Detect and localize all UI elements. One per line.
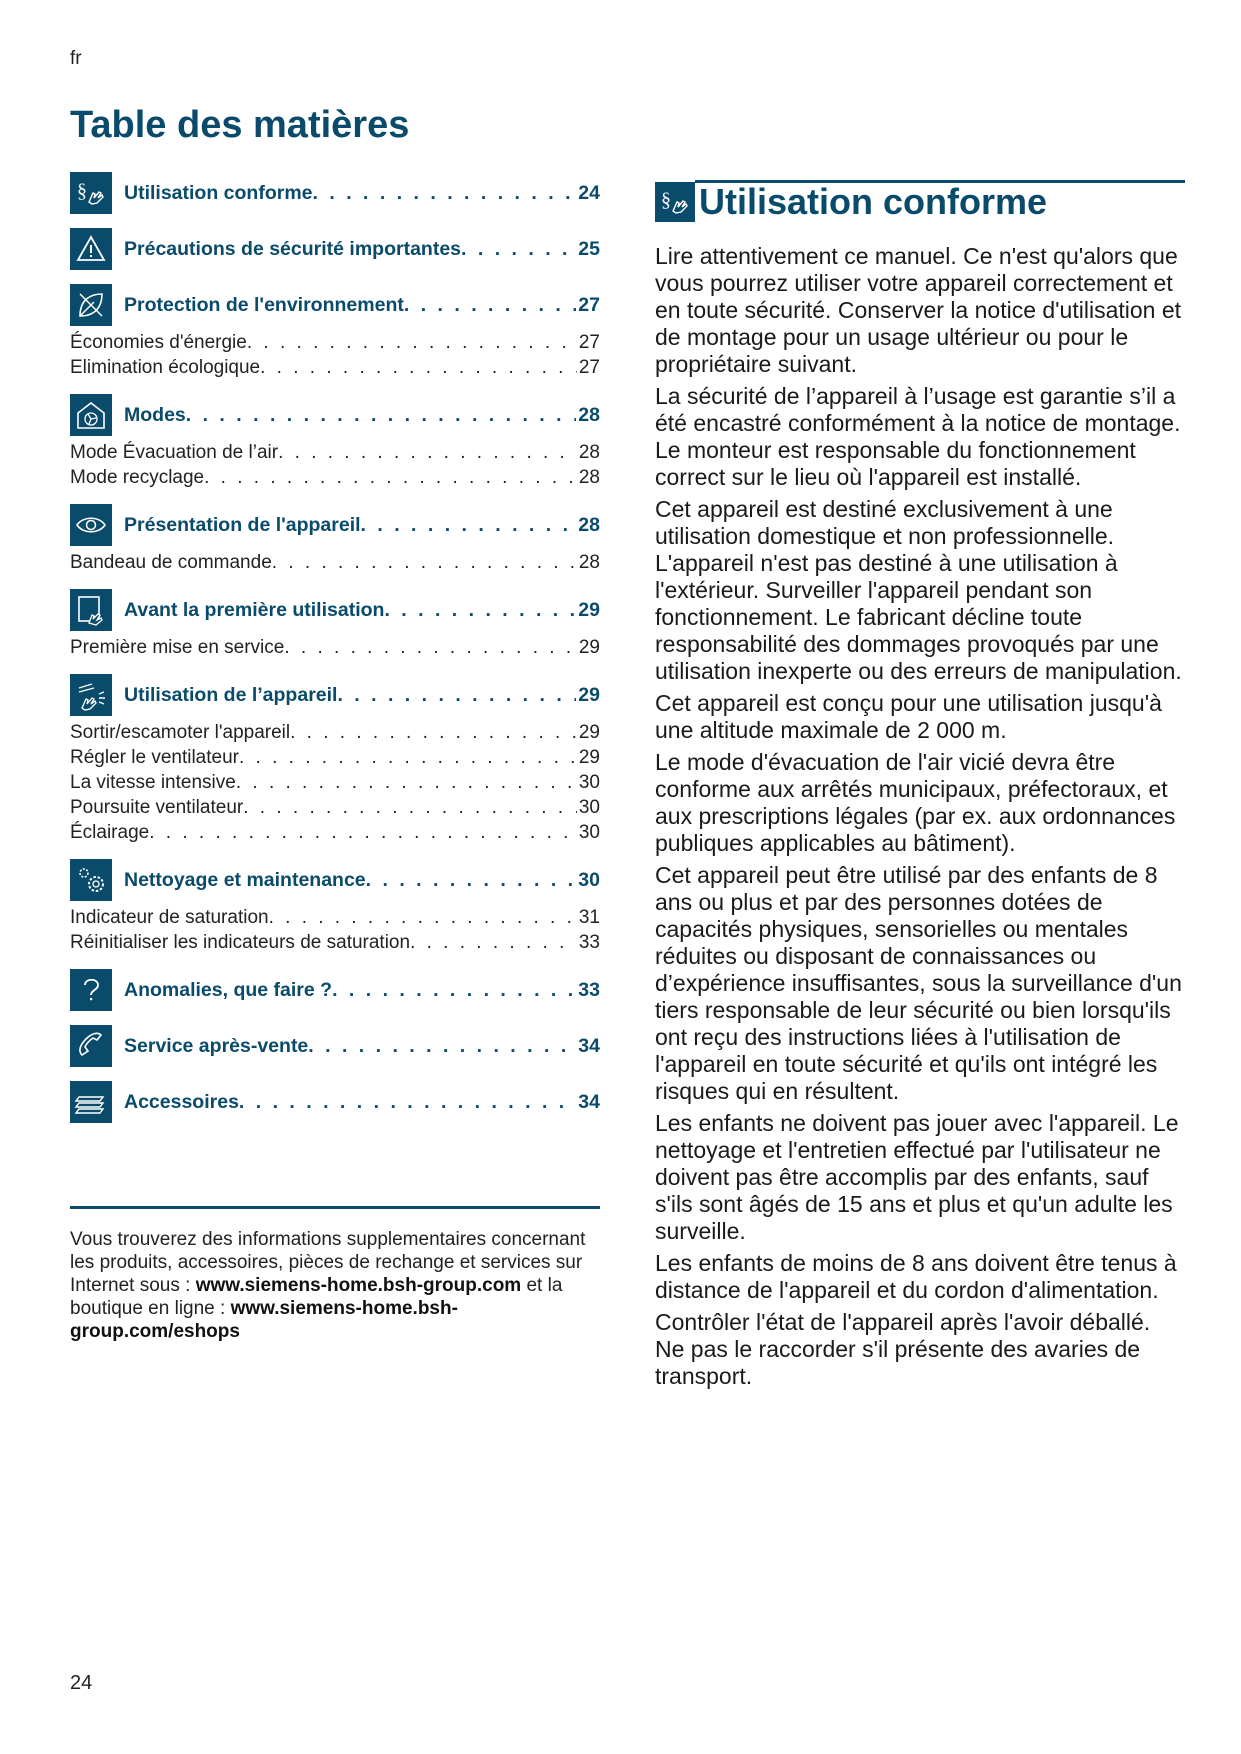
svg-text:§: § bbox=[77, 180, 87, 202]
toc-subentry-label: Réinitialiser les indicateurs de saturation bbox=[70, 932, 411, 953]
leader-dots bbox=[239, 1091, 576, 1114]
toc-subentry-page: 30 bbox=[578, 772, 600, 793]
toc-subentries bbox=[70, 635, 600, 660]
leader-dots bbox=[239, 745, 577, 770]
toc-section-presentation-de-l-appareil bbox=[70, 504, 600, 575]
internet-note bbox=[70, 1228, 605, 1343]
leader-dots bbox=[278, 440, 577, 465]
toc-subentry[interactable] bbox=[70, 820, 600, 845]
toc-entry-page: 34 bbox=[578, 1034, 600, 1057]
toc-section-anomalies-que-faire bbox=[70, 969, 600, 1011]
toc-subentry-label: Bandeau de commande bbox=[70, 552, 272, 573]
page-number: 24 bbox=[70, 1672, 93, 1694]
toc-section-protection-de-l-environnement bbox=[70, 284, 600, 380]
body-paragraph: Les enfants de moins de 8 ans doivent être tenus à distance de l'appareil et du cordon d'alimentation. bbox=[655, 1250, 1177, 1303]
toc-entry[interactable] bbox=[70, 1025, 600, 1067]
body-paragraph: Lire attentivement ce manuel. Ce n'est qu'alors que vous pourrez utiliser votre appareil correctement et en toute sécurité. Conserver la notice d'utilisation et de montage pour un usage ultérieur ou pour le propriétaire suivant. bbox=[655, 243, 1182, 377]
law-hand-icon bbox=[70, 172, 112, 214]
table-of-contents bbox=[70, 172, 600, 1137]
language-code: fr bbox=[70, 48, 82, 69]
leader-dots bbox=[313, 182, 577, 205]
toc-subentry-page: 27 bbox=[578, 332, 600, 353]
toc-subentry-page: 31 bbox=[578, 907, 600, 928]
toc-subentry-page: 28 bbox=[578, 442, 600, 463]
toc-entry-page: 33 bbox=[578, 978, 600, 1001]
leader-dots bbox=[247, 330, 577, 355]
note-text: Vous trouverez des informations supplementaires concernant les produits, accessoires, pièces de rechange et services sur Internet sous : bbox=[70, 1229, 586, 1296]
toc-subentry-label: Mode recyclage bbox=[70, 467, 205, 488]
note-text-2: et la boutique en ligne : bbox=[70, 1275, 563, 1319]
toc-entry-label: Présentation de l'appareil bbox=[124, 513, 361, 536]
toc-entry-page: 29 bbox=[578, 598, 600, 621]
body-paragraph: Le mode d'évacuation de l'air vicié devra être conforme aux arrêtés municipaux, préfectoraux, et aux prescriptions légales (par ex. aux ordonnances publiques applicables au bâtiment). bbox=[655, 749, 1176, 856]
toc-entry[interactable] bbox=[70, 394, 600, 436]
body-paragraph: Cet appareil est destiné exclusivement à une utilisation domestique et non professionnelle. L'appareil n'est pas destiné à une utilisation à l'extérieur. Surveiller l'appareil pendant son fonctionnement. Le fabricant décline toute responsabilité des dommages provoqués par une utilisation inexperte ou des erreurs de manipulation. bbox=[655, 496, 1182, 684]
toc-entry-title bbox=[124, 869, 600, 892]
toc-subentries bbox=[70, 905, 600, 955]
leader-dots bbox=[366, 869, 577, 892]
toc-subentry[interactable] bbox=[70, 720, 600, 745]
toc-entry-title bbox=[124, 1035, 600, 1058]
toc-entry-label: Avant la première utilisation bbox=[124, 598, 385, 621]
toc-subentry-page: 30 bbox=[578, 822, 600, 843]
toc-subentry-page: 27 bbox=[578, 357, 600, 378]
body-paragraph: Contrôler l'état de l'appareil après l'avoir déballé. Ne pas le raccorder s'il présente des avaries de transport. bbox=[655, 1309, 1151, 1389]
question-icon bbox=[70, 969, 112, 1011]
toc-entry-page: 29 bbox=[578, 683, 600, 706]
toc-subentry[interactable] bbox=[70, 355, 600, 380]
toc-subentry[interactable] bbox=[70, 465, 600, 490]
toc-entry[interactable] bbox=[70, 228, 600, 270]
toc-title: Table des matières bbox=[70, 104, 410, 146]
toc-entry-label: Modes bbox=[124, 403, 186, 426]
fan-house-icon bbox=[70, 394, 112, 436]
eye-icon bbox=[70, 504, 112, 546]
warning-icon bbox=[70, 228, 112, 270]
toc-entry-page: 30 bbox=[578, 868, 600, 891]
gear-hand-icon bbox=[70, 859, 112, 901]
toc-entry-label: Anomalies, que faire ? bbox=[124, 978, 333, 1001]
toc-entry-title bbox=[124, 599, 600, 622]
leader-dots bbox=[337, 684, 576, 707]
toc-subentry[interactable] bbox=[70, 905, 600, 930]
toc-subentry-page: 29 bbox=[578, 637, 600, 658]
toc-subentry-page: 29 bbox=[578, 722, 600, 743]
toc-subentry[interactable] bbox=[70, 930, 600, 955]
svg-text:§: § bbox=[661, 189, 671, 211]
toc-entry[interactable] bbox=[70, 969, 600, 1011]
leader-dots bbox=[361, 514, 577, 537]
toc-subentries bbox=[70, 330, 600, 380]
hand-light-icon bbox=[70, 674, 112, 716]
toc-subentry[interactable] bbox=[70, 330, 600, 355]
toc-subentry[interactable] bbox=[70, 770, 600, 795]
leader-dots bbox=[308, 1035, 576, 1058]
leader-dots bbox=[461, 238, 576, 261]
section-body bbox=[655, 243, 1185, 1390]
leader-dots bbox=[332, 979, 576, 1002]
toc-section-accessoires bbox=[70, 1081, 600, 1123]
toc-entry-page: 24 bbox=[578, 181, 600, 204]
toc-subentry-label: Économies d'énergie bbox=[70, 332, 247, 353]
toc-section-service-apres-vente bbox=[70, 1025, 600, 1067]
leader-dots bbox=[243, 795, 577, 820]
toc-section-nettoyage-et-maintenance bbox=[70, 859, 600, 955]
toc-subentry-label: Elimination écologique bbox=[70, 357, 261, 378]
toc-subentry-page: 28 bbox=[578, 552, 600, 573]
toc-divider bbox=[70, 1206, 600, 1209]
toc-subentry-label: Régler le ventilateur bbox=[70, 747, 239, 768]
toc-subentries bbox=[70, 440, 600, 490]
toc-section-precautions-de-securite-importantes bbox=[70, 228, 600, 270]
eshop-link[interactable]: www.siemens-home.bsh-group.com/eshops bbox=[70, 1298, 458, 1342]
body-paragraph: Les enfants ne doivent pas jouer avec l'appareil. Le nettoyage et l'entretien effectué par l'utilisateur ne doivent pas être accomplis par des enfants, sauf s'ils sont âgés de 15 ans et plus et qu'un adulte les surveille. bbox=[655, 1110, 1179, 1244]
toc-section-modes bbox=[70, 394, 600, 490]
toc-subentry-label: Éclairage bbox=[70, 822, 150, 843]
toc-entry-label: Utilisation de l’appareil bbox=[124, 683, 338, 706]
toc-entry-title bbox=[124, 182, 600, 205]
body-paragraph: Cet appareil est conçu pour une utilisation jusqu'à une altitude maximale de 2 000 m. bbox=[655, 690, 1162, 743]
toc-subentry[interactable] bbox=[70, 440, 600, 465]
body-paragraph: La sécurité de l’appareil à l’usage est garantie s’il a été encastré conformément à la notice de montage. Le monteur est responsable du fonctionnement correct sur le lieu où l'appareil est installé. bbox=[655, 383, 1181, 490]
toc-entry[interactable] bbox=[70, 284, 600, 326]
toc-subentry-page: 33 bbox=[578, 932, 600, 953]
toc-entry-title bbox=[124, 514, 600, 537]
toc-entry-label: Utilisation conforme bbox=[124, 181, 313, 204]
body-paragraph: Cet appareil peut être utilisé par des enfants de 8 ans ou plus et par des personnes dotées de capacités physiques, sensorielles ou mentales réduites ou disposant de connaissances ou d’expérience insuffisantes, sous la surveillance d'un tiers responsable de leur sécurité ou bien lorsqu'ils ont reçu des instructions liées à l'utilisation de l'appareil en toute sécurité et qu'ils ont intégré les risques qui en résultent. bbox=[655, 862, 1182, 1104]
toc-subentry[interactable] bbox=[70, 635, 600, 660]
toc-entry-title bbox=[124, 404, 600, 427]
layers-icon bbox=[70, 1081, 112, 1123]
toc-entry[interactable] bbox=[70, 1081, 600, 1123]
toc-section-utilisation-conforme bbox=[70, 172, 600, 214]
website-link[interactable]: www.siemens-home.bsh-group.com bbox=[195, 1275, 522, 1296]
law-hand-icon bbox=[655, 182, 695, 222]
toc-subentry-page: 29 bbox=[578, 747, 600, 768]
toc-subentry-label: Sortir/escamoter l'appareil bbox=[70, 722, 291, 743]
toc-subentry-label: Indicateur de saturation bbox=[70, 907, 269, 928]
leader-dots bbox=[272, 550, 577, 575]
toc-entry-label: Protection de l'environnement bbox=[124, 293, 404, 316]
toc-entry-title bbox=[124, 238, 600, 261]
toc-entry[interactable] bbox=[70, 674, 600, 716]
content-section bbox=[655, 180, 1185, 1395]
toc-entry-page: 27 bbox=[578, 293, 600, 316]
toc-entry-title bbox=[124, 979, 600, 1002]
toc-subentries bbox=[70, 550, 600, 575]
toc-section-avant-la-premiere-utilisation bbox=[70, 589, 600, 660]
toc-subentry-label: Première mise en service bbox=[70, 637, 285, 658]
section-title: Utilisation conforme bbox=[699, 181, 1048, 222]
leader-dots bbox=[149, 820, 577, 845]
leader-dots bbox=[404, 294, 576, 317]
toc-subentry[interactable] bbox=[70, 795, 600, 820]
leader-dots bbox=[290, 720, 577, 745]
toc-entry-label: Accessoires bbox=[124, 1090, 239, 1113]
toc-subentry[interactable] bbox=[70, 550, 600, 575]
leader-dots bbox=[384, 599, 576, 622]
phone-icon bbox=[70, 1025, 112, 1067]
toc-subentry-label: Mode Évacuation de l’air bbox=[70, 442, 279, 463]
leader-dots bbox=[204, 465, 577, 490]
toc-entry-label: Nettoyage et maintenance bbox=[124, 868, 366, 891]
toc-subentry[interactable] bbox=[70, 745, 600, 770]
toc-entry-page: 34 bbox=[578, 1090, 600, 1113]
leader-dots bbox=[186, 404, 577, 427]
toc-section-utilisation-de-l-appareil bbox=[70, 674, 600, 845]
toc-subentry-page: 28 bbox=[578, 467, 600, 488]
toc-entry-title bbox=[124, 1091, 600, 1114]
toc-entry[interactable] bbox=[70, 172, 600, 214]
toc-entry-page: 28 bbox=[578, 403, 600, 426]
leader-dots bbox=[236, 770, 577, 795]
toc-entry-page: 25 bbox=[578, 237, 600, 260]
toc-subentry-page: 30 bbox=[578, 797, 600, 818]
leader-dots bbox=[410, 930, 577, 955]
leaf-icon bbox=[70, 284, 112, 326]
toc-entry-label: Service après-vente bbox=[124, 1034, 309, 1057]
toc-subentry-label: La vitesse intensive bbox=[70, 772, 236, 793]
toc-subentries bbox=[70, 720, 600, 845]
toc-entry-label: Précautions de sécurité importantes bbox=[124, 237, 462, 260]
leader-dots bbox=[284, 635, 577, 660]
toc-entry[interactable] bbox=[70, 859, 600, 901]
leader-dots bbox=[269, 905, 577, 930]
toc-entry-title bbox=[124, 684, 600, 707]
toc-subentry-label: Poursuite ventilateur bbox=[70, 797, 244, 818]
leader-dots bbox=[260, 355, 577, 380]
manual-hand-icon bbox=[70, 589, 112, 631]
toc-entry[interactable] bbox=[70, 504, 600, 546]
toc-entry-title bbox=[124, 294, 600, 317]
toc-entry[interactable] bbox=[70, 589, 600, 631]
toc-entry-page: 28 bbox=[578, 513, 600, 536]
